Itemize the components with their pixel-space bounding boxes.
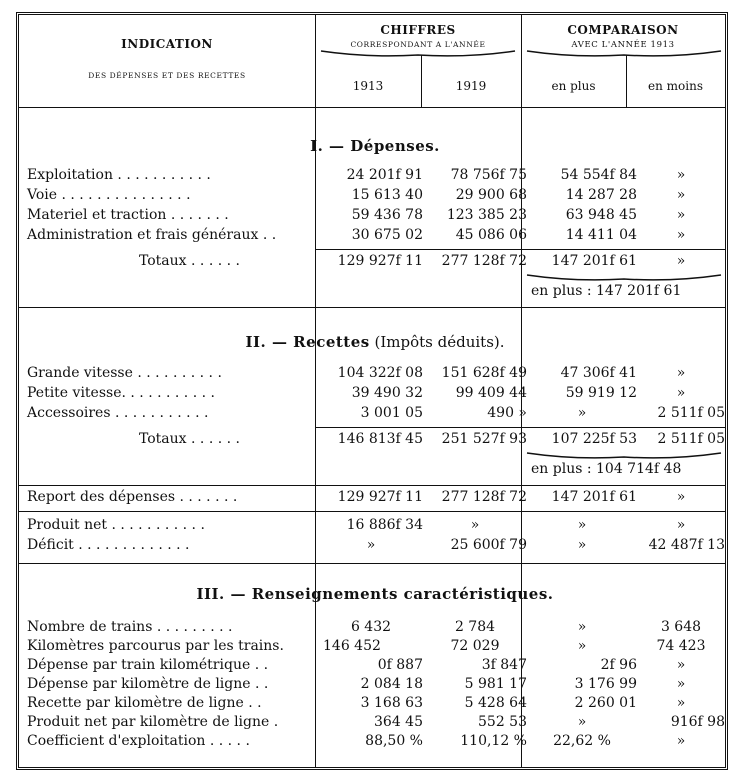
- cell-1913: 15 613 40: [351, 187, 423, 203]
- cell-1919: 123 385 23: [446, 207, 527, 223]
- cell-en-moins: »: [676, 733, 686, 749]
- header-comparaison-subtitle: AVEC L'ANNÉE 1913: [571, 40, 675, 50]
- table-row: [19, 187, 731, 206]
- header-chiffres-subtitle: CORRESPONDANT A L'ANNÉE: [350, 40, 486, 49]
- row-label: Report des dépenses . . . . . . .: [27, 489, 238, 505]
- cell-1913: 2 084 18: [360, 676, 423, 692]
- cell-1919: 151 628f 49: [441, 365, 527, 381]
- cell-1913: 146 452: [323, 638, 381, 654]
- depenses-summary: en plus : 147 201f 61: [531, 283, 682, 299]
- recettes-summary: en plus : 104 714f 48: [531, 461, 682, 477]
- table-row: [19, 517, 731, 536]
- cell-en-plus: »: [577, 619, 587, 635]
- header-brace: [525, 49, 723, 59]
- header-en-plus: en plus: [551, 79, 596, 93]
- table-row: [19, 714, 731, 733]
- header-en-moins: en moins: [648, 79, 703, 93]
- table-row: [19, 167, 731, 186]
- header-chiffres-title: CHIFFRES: [380, 23, 456, 37]
- section-rule: [19, 485, 725, 486]
- cell-en-moins: 42 487f 13: [648, 537, 725, 553]
- cell-en-plus: 2 260 01: [574, 695, 637, 711]
- section-rule: [19, 307, 725, 308]
- row-label: Accessoires . . . . . . . . . . .: [27, 405, 209, 421]
- row-label: Grande vitesse . . . . . . . . . .: [27, 365, 222, 381]
- cell-en-plus: 107 225f 53: [551, 431, 637, 447]
- cell-1919: 3f 847: [481, 657, 527, 673]
- row-rule: [19, 511, 725, 512]
- cell-en-moins: »: [676, 167, 686, 183]
- cell-1919: 25 600f 79: [450, 537, 527, 553]
- cell-1919: 277 128f 72: [441, 489, 527, 505]
- table-row: [19, 207, 731, 226]
- row-label: Produit net . . . . . . . . . . .: [27, 517, 205, 533]
- section-depenses-title: I. — Dépenses.: [310, 137, 440, 155]
- cell-1913: 24 201f 91: [346, 167, 423, 183]
- cell-en-moins: »: [676, 657, 686, 673]
- cell-en-moins: »: [676, 676, 686, 692]
- cell-1913: 30 675 02: [351, 227, 423, 243]
- table-row: [19, 619, 731, 638]
- row-label: Recette par kilomètre de ligne . .: [27, 695, 262, 711]
- cell-1919: 110,12 %: [460, 733, 527, 749]
- cell-1919: 277 128f 72: [441, 253, 527, 269]
- table-row: [19, 733, 731, 752]
- header-year-1919: 1919: [455, 79, 487, 93]
- table-row: [19, 365, 731, 384]
- cell-1913: »: [366, 537, 376, 553]
- cell-en-moins: »: [676, 253, 686, 269]
- table-row: [19, 695, 731, 714]
- row-label: Produit net par kilomètre de ligne .: [27, 714, 279, 730]
- cell-1919: 2 784: [454, 619, 496, 635]
- cell-1913: 0f 887: [377, 657, 423, 673]
- cell-en-moins: »: [676, 695, 686, 711]
- total-rule: [315, 249, 725, 250]
- cell-1913: 364 45: [374, 714, 423, 730]
- cell-1913: 146 813f 45: [337, 431, 423, 447]
- cell-1919: 72 029: [450, 638, 500, 654]
- cell-en-moins: »: [676, 207, 686, 223]
- table-row: [19, 638, 731, 657]
- cell-en-plus: »: [577, 714, 587, 730]
- cell-en-plus: 47 306f 41: [560, 365, 637, 381]
- cell-1913: 3 168 63: [360, 695, 423, 711]
- summary-brace: [525, 451, 723, 461]
- header-indication-title: INDICATION: [121, 37, 213, 51]
- summary-brace: [525, 273, 723, 283]
- cell-en-moins: 916f 98: [670, 714, 725, 730]
- cell-en-plus: 22,62 %: [553, 733, 611, 749]
- cell-en-moins: 74 423: [656, 638, 706, 654]
- row-label: Exploitation . . . . . . . . . . .: [27, 167, 211, 183]
- totals-row: [19, 253, 731, 272]
- row-label: Petite vitesse. . . . . . . . . . .: [27, 385, 215, 401]
- cell-en-plus: 63 948 45: [565, 207, 637, 223]
- cell-en-plus: »: [577, 537, 587, 553]
- table-row: [19, 385, 731, 404]
- cell-en-plus: 147 201f 61: [551, 489, 637, 505]
- cell-1913: 104 322f 08: [337, 365, 423, 381]
- cell-1919: 29 900 68: [455, 187, 527, 203]
- row-label: Voie . . . . . . . . . . . . . . .: [27, 187, 191, 203]
- cell-1919: 99 409 44: [455, 385, 527, 401]
- row-label: Déficit . . . . . . . . . . . . .: [27, 537, 190, 553]
- cell-en-plus: 14 287 28: [565, 187, 637, 203]
- row-label: Administration et frais généraux . .: [27, 227, 277, 243]
- table-row: [19, 405, 731, 424]
- section-rule: [19, 563, 725, 564]
- cell-1913: 129 927f 11: [337, 253, 423, 269]
- section-recettes-title: II. — Recettes (Impôts déduits).: [245, 333, 505, 351]
- cell-1919: 251 527f 93: [441, 431, 527, 447]
- cell-en-moins: »: [676, 227, 686, 243]
- cell-1913: 3 001 05: [360, 405, 423, 421]
- cell-en-plus: »: [577, 405, 587, 421]
- cell-1913: 129 927f 11: [337, 489, 423, 505]
- cell-en-plus: 59 919 12: [565, 385, 637, 401]
- cell-1919: 490 »: [487, 405, 527, 421]
- cell-1919: 45 086 06: [455, 227, 527, 243]
- cell-en-plus: 3 176 99: [574, 676, 637, 692]
- cell-en-plus: »: [577, 638, 587, 654]
- table-row: [19, 537, 731, 556]
- cell-1919: 552 53: [478, 714, 527, 730]
- header-rule: [19, 107, 725, 108]
- cell-1913: 59 436 78: [351, 207, 423, 223]
- row-label: Materiel et traction . . . . . . .: [27, 207, 229, 223]
- total-rule: [315, 427, 725, 428]
- cell-en-moins: 2 511f 05: [657, 431, 725, 447]
- row-label: Coefficient d'exploitation . . . . .: [27, 733, 250, 749]
- statistics-table: [16, 12, 728, 770]
- cell-1919: 5 981 17: [464, 676, 527, 692]
- totals-row: [19, 431, 731, 450]
- totals-label: Totaux . . . . . .: [139, 431, 240, 447]
- cell-1913: 88,50 %: [365, 733, 423, 749]
- cell-en-moins: »: [676, 187, 686, 203]
- totals-label: Totaux . . . . . .: [139, 253, 240, 269]
- header-comparaison-title: COMPARAISON: [567, 23, 679, 37]
- cell-en-moins: »: [676, 365, 686, 381]
- cell-1919: 78 756f 75: [450, 167, 527, 183]
- table-row: [19, 657, 731, 676]
- cell-en-moins: »: [676, 489, 686, 505]
- cell-1913: 16 886f 34: [346, 517, 423, 533]
- cell-en-moins: »: [676, 517, 686, 533]
- cell-en-plus: 14 411 04: [565, 227, 637, 243]
- cell-en-plus: 147 201f 61: [551, 253, 637, 269]
- row-label: Nombre de trains . . . . . . . . .: [27, 619, 233, 635]
- header-year-1913: 1913: [352, 79, 384, 93]
- table-row: [19, 227, 731, 246]
- cell-en-moins: 3 648: [660, 619, 702, 635]
- cell-en-moins: »: [676, 385, 686, 401]
- row-label: Dépense par train kilométrique . .: [27, 657, 269, 673]
- section-renseignements-title: III. — Renseignements caractéristiques.: [196, 585, 554, 603]
- cell-1919: 5 428 64: [464, 695, 527, 711]
- cell-en-plus: 54 554f 84: [560, 167, 637, 183]
- cell-1913: 39 490 32: [351, 385, 423, 401]
- cell-en-moins: 2 511f 05: [657, 405, 725, 421]
- cell-en-plus: »: [577, 517, 587, 533]
- header-brace: [319, 49, 517, 59]
- row-label: Kilomètres parcourus par les trains.: [27, 638, 284, 654]
- table-row: [19, 676, 731, 695]
- cell-en-plus: 2f 96: [600, 657, 637, 673]
- row-label: Dépense par kilomètre de ligne . .: [27, 676, 269, 692]
- cell-1919: »: [470, 517, 480, 533]
- table-row: [19, 489, 731, 508]
- header-indication-subtitle: DES DÉPENSES ET DES RECETTES: [88, 71, 246, 80]
- cell-1913: 6 432: [350, 619, 392, 635]
